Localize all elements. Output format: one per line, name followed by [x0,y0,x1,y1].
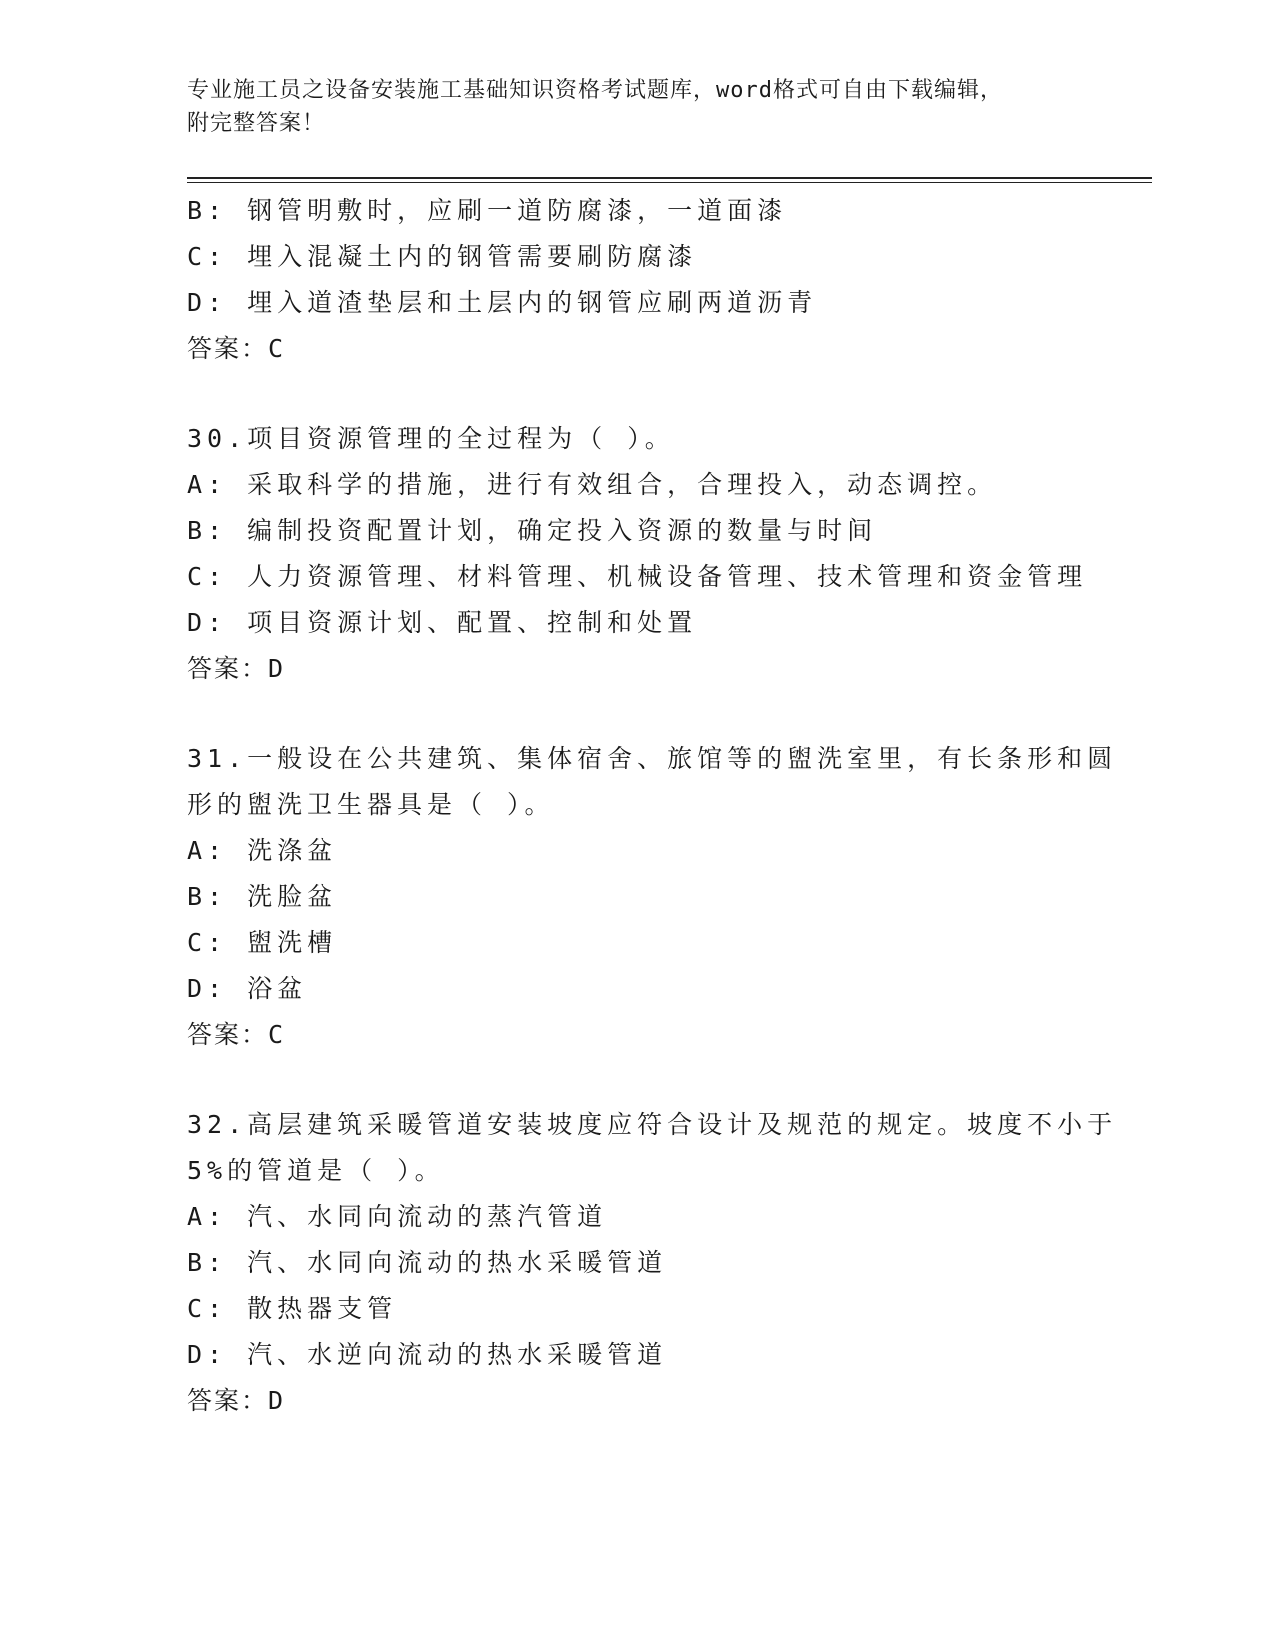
q32-option-c: C: 散热器支管 [187,1294,398,1323]
q31-answer [187,1012,1087,1058]
document-header [187,74,1087,140]
q29-option-c: C: 埋入混凝土内的钢管需要刷防腐漆 [187,242,698,271]
question-29 [187,188,1087,372]
q30-answer [187,646,1087,692]
q29-option-d: D: 埋入道渣垫层和土层内的钢管应刷两道沥青 [187,288,818,317]
q29-option-b: B: 钢管明敷时，应刷一道防腐漆，一道面漆 [187,196,788,225]
q31-option-c: C: 盥洗槽 [187,928,338,957]
q31-option-b: B: 洗脸盆 [187,882,338,911]
answer-value: D [268,1386,286,1415]
header-line-2: 附完整答案！ [187,111,326,136]
q31-option-d: D: 浴盆 [187,974,308,1003]
q30-stem: 30.项目资源管理的全过程为（ ）。 [187,424,675,453]
spacer [187,372,1087,416]
header-line-1: 专业施工员之设备安装施工基础知识资格考试题库，word格式可自由下载编辑， [187,78,1003,103]
q31-stem-line-2: 形的盥洗卫生器具是（ ）。 [187,790,555,819]
q31-option-a: A: 洗涤盆 [187,836,338,865]
question-30 [187,416,1087,692]
q31-stem-line-1: 31.一般设在公共建筑、集体宿舍、旅馆等的盥洗室里，有长条形和圆 [187,744,1118,773]
answer-label: 答案： [187,1020,269,1049]
q30-option-a: A: 采取科学的措施，进行有效组合，合理投入，动态调控。 [187,470,998,499]
q30-option-d: D: 项目资源计划、配置、控制和处置 [187,608,698,637]
q30-option-b: B: 编制投资配置计划，确定投入资源的数量与时间 [187,516,878,545]
answer-value: C [268,1020,286,1049]
spacer [187,1058,1087,1102]
header-divider-thick [187,177,1152,179]
question-32 [187,1102,1118,1424]
spacer [187,692,1087,736]
question-list [187,188,1118,1424]
q30-option-c: C: 人力资源管理、材料管理、机械设备管理、技术管理和资金管理 [187,562,1088,591]
answer-label: 答案： [187,1386,269,1415]
answer-value: C [268,334,286,363]
q32-option-d: D: 汽、水逆向流动的热水采暖管道 [187,1340,668,1369]
header-divider-thin [187,182,1152,183]
question-31 [187,736,1118,1058]
q32-stem-line-1: 32.高层建筑采暖管道安装坡度应符合设计及规范的规定。坡度不小于 [187,1110,1118,1139]
q29-answer [187,326,1087,372]
q32-option-a: A: 汽、水同向流动的蒸汽管道 [187,1202,608,1231]
answer-label: 答案： [187,334,269,363]
q32-stem-line-2: 5%的管道是（ ）。 [187,1156,445,1185]
q32-answer [187,1378,1087,1424]
answer-label: 答案： [187,654,269,683]
q32-option-b: B: 汽、水同向流动的热水采暖管道 [187,1248,668,1277]
answer-value: D [268,654,286,683]
